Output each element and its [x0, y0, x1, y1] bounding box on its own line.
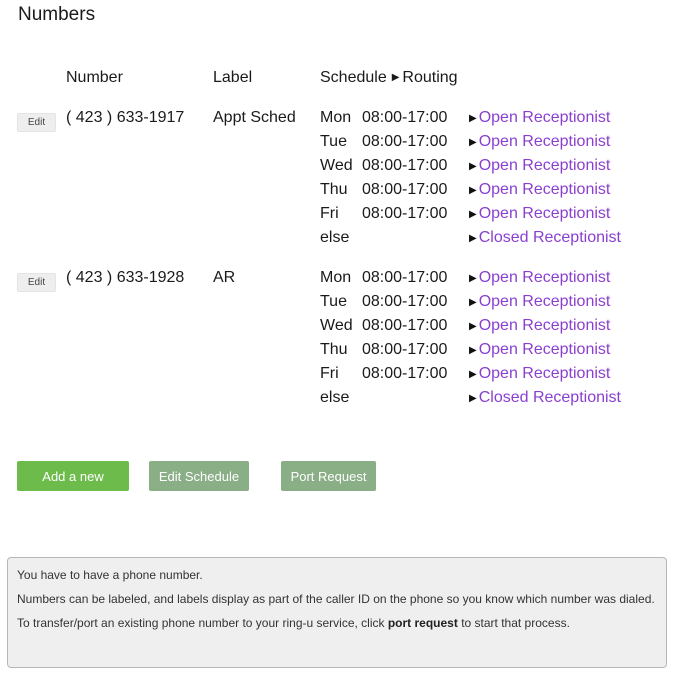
caret-right-icon: ▶ [469, 393, 477, 404]
schedule-day: else [320, 389, 350, 406]
schedule-day: Mon [320, 269, 352, 286]
schedule-time: 08:00-17:00 [362, 133, 448, 150]
add-new-button[interactable]: Add a new [17, 461, 129, 491]
routing-link[interactable]: Open Receptionist [478, 109, 611, 126]
caret-right-icon: ▶ [469, 161, 477, 172]
schedule-time: 08:00-17:00 [362, 269, 448, 286]
schedule-day: Tue [320, 133, 347, 150]
schedule-day: Fri [320, 205, 339, 222]
phone-number: ( 423 ) 633-1917 [66, 109, 185, 126]
column-header-routing: Routing [402, 69, 458, 86]
caret-right-icon: ▶ [469, 369, 477, 380]
edit-number-button[interactable]: Edit [17, 273, 56, 292]
caret-right-icon: ▶ [391, 72, 400, 83]
edit-schedule-button[interactable]: Edit Schedule [149, 461, 249, 491]
column-header-number: Number [66, 69, 123, 86]
routing-link[interactable]: Open Receptionist [478, 365, 611, 382]
routing-link[interactable]: Closed Receptionist [478, 229, 621, 246]
number-label: AR [213, 269, 236, 286]
routing-link[interactable]: Open Receptionist [478, 317, 611, 334]
schedule-time: 08:00-17:00 [362, 365, 448, 382]
edit-number-button[interactable]: Edit [17, 113, 56, 132]
info-line: Numbers can be labeled, and labels display as part of the caller ID on the phone so you know which number was dialed. [17, 592, 655, 606]
schedule-day: Thu [320, 181, 348, 198]
schedule-day: Mon [320, 109, 352, 126]
port-request-button[interactable]: Port Request [281, 461, 376, 491]
info-text: to start that process. [457, 616, 570, 630]
routing-link[interactable]: Open Receptionist [478, 181, 611, 198]
info-box [7, 557, 667, 668]
routing-link[interactable]: Closed Receptionist [478, 389, 621, 406]
caret-right-icon: ▶ [469, 137, 477, 148]
routing-link[interactable]: Open Receptionist [478, 269, 611, 286]
schedule-day: Thu [320, 341, 348, 358]
number-label: Appt Sched [213, 109, 296, 126]
schedule-day: Fri [320, 365, 339, 382]
caret-right-icon: ▶ [469, 185, 477, 196]
number-record [0, 269, 677, 413]
schedule-time: 08:00-17:00 [362, 181, 448, 198]
routing-link[interactable]: Open Receptionist [478, 341, 611, 358]
routing-link[interactable]: Open Receptionist [478, 157, 611, 174]
caret-right-icon: ▶ [469, 321, 477, 332]
routing-link[interactable]: Open Receptionist [478, 205, 611, 222]
routing-link[interactable]: Open Receptionist [478, 293, 611, 310]
schedule-time: 08:00-17:00 [362, 341, 448, 358]
port-request-emphasis: port request [387, 616, 458, 630]
schedule-time: 08:00-17:00 [362, 157, 448, 174]
schedule-day: Tue [320, 293, 347, 310]
schedule-day: Wed [320, 157, 353, 174]
column-header-schedule-routing [320, 69, 458, 87]
schedule-time: 08:00-17:00 [362, 109, 448, 126]
schedule-time: 08:00-17:00 [362, 293, 448, 310]
caret-right-icon: ▶ [469, 297, 477, 308]
info-line [17, 615, 657, 631]
caret-right-icon: ▶ [469, 273, 477, 284]
caret-right-icon: ▶ [469, 345, 477, 356]
phone-number: ( 423 ) 633-1928 [66, 269, 185, 286]
number-record [0, 109, 677, 253]
column-header-schedule: Schedule [320, 69, 387, 86]
schedule-day: Wed [320, 317, 353, 334]
schedule-time: 08:00-17:00 [362, 317, 448, 334]
info-text: To transfer/port an existing phone number to your ring-u service, click [17, 616, 388, 630]
schedule-time: 08:00-17:00 [362, 205, 448, 222]
page-title: Numbers [18, 4, 96, 25]
caret-right-icon: ▶ [469, 113, 477, 124]
info-line: You have to have a phone number. [17, 568, 203, 582]
caret-right-icon: ▶ [469, 209, 477, 220]
caret-right-icon: ▶ [469, 233, 477, 244]
schedule-day: else [320, 229, 350, 246]
column-header-label: Label [213, 69, 253, 86]
routing-link[interactable]: Open Receptionist [478, 133, 611, 150]
